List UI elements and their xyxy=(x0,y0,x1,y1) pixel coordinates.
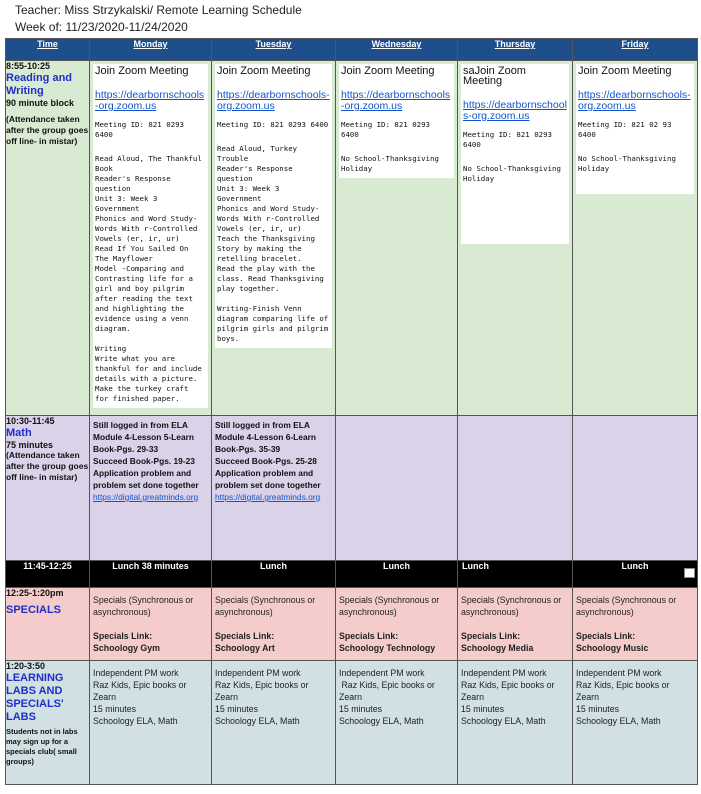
lesson-card xyxy=(576,64,694,194)
meeting-id: Meeting ID: 821 0293 6400 xyxy=(95,120,184,139)
math-time-cell xyxy=(6,416,90,561)
lesson-card xyxy=(339,64,454,178)
specials-link: Schoology Music xyxy=(576,643,649,653)
reading-writing-row xyxy=(6,61,698,416)
reading-writing-monday xyxy=(90,61,212,416)
column-header-monday: Monday xyxy=(90,39,212,61)
labs-subject: LEARNING LABS AND SPECIALS' LABS xyxy=(6,672,64,723)
lunch-friday: Lunch xyxy=(573,561,698,588)
zoom-meeting-label: Join Zoom Meeting xyxy=(578,65,672,77)
greatminds-link[interactable]: https://digital.greatminds.org xyxy=(93,492,199,502)
specials-link-label: Specials Link: xyxy=(339,631,399,641)
labs-tuesday xyxy=(212,661,336,785)
lunch-monday: Lunch 38 minutes xyxy=(90,561,212,588)
math-plan-text: Still logged in from ELA Module 4-Lesson 5-Learn Book-Pgs. 29-33 Succeed Book-Pgs. 19-23 Application problem and problem set done together xyxy=(93,420,199,490)
specials-thursday xyxy=(458,588,573,661)
reading-writing-tuesday xyxy=(212,61,336,416)
zoom-link[interactable]: https://dearbornschools-org.zoom.us xyxy=(217,89,330,112)
specials-friday xyxy=(573,588,698,661)
meeting-id: Meeting ID: 821 02 93 6400 xyxy=(578,120,672,139)
specials-link-label: Specials Link: xyxy=(576,631,636,641)
math-tuesday xyxy=(212,416,336,561)
specials-monday xyxy=(90,588,212,661)
math-time: 10:30-11:45 xyxy=(6,416,55,426)
zoom-meeting-label: Join Zoom Meeting xyxy=(341,65,435,77)
specials-link: Schoology Art xyxy=(215,643,275,653)
zoom-link[interactable]: https://dearbornschools-org.zoom.us xyxy=(463,99,567,122)
specials-link-label: Specials Link: xyxy=(215,631,275,641)
zoom-link[interactable]: https://dearbornschools-org.zoom.us xyxy=(95,89,205,112)
column-header-tuesday: Tuesday xyxy=(212,39,336,61)
column-header-friday: Friday xyxy=(573,39,698,61)
lunch-tuesday: Lunch xyxy=(212,561,336,588)
labs-text: Independent PM work Raz Kids, Epic books or Zearn 15 minutes Schoology ELA, Math xyxy=(339,668,435,726)
reading-writing-time: 8:55-10:25 xyxy=(6,61,51,71)
labs-thursday xyxy=(458,661,573,785)
labs-time-cell xyxy=(6,661,90,785)
lunch-row xyxy=(6,561,698,588)
zoom-link[interactable]: https://dearbornschools-org.zoom.us xyxy=(578,89,691,112)
math-plan-text: Still logged in from ELA Module 4-Lesson 6-Learn Book-Pgs. 35-39 Succeed Book-Pgs. 25-28 Application problem and problem set done together xyxy=(215,420,321,490)
lesson-card xyxy=(461,64,569,244)
zoom-meeting-label: saJoin Zoom Meeting xyxy=(463,65,526,87)
zoom-link[interactable]: https://dearbornschools-org.zoom.us xyxy=(341,89,451,112)
math-duration: 75 minutes xyxy=(6,440,54,450)
specials-tuesday xyxy=(212,588,336,661)
labs-note: Students not in labs may sign up for a specials club( small groups) xyxy=(6,727,78,766)
labs-text: Independent PM work Raz Kids, Epic books or Zearn 15 minutes Schoology ELA, Math xyxy=(461,668,555,726)
lesson-plan-text: No School-Thanksgiving Holiday xyxy=(578,154,681,173)
labs-wednesday xyxy=(336,661,458,785)
reading-writing-friday xyxy=(573,61,698,416)
meeting-id: Meeting ID: 821 0293 6400 xyxy=(341,120,430,139)
lesson-plan-text: Read Aloud, The Thankful Book Reader's Response question Unit 3: Week 3 Government Phonics and Word Study-Words With r-Controlled Vowels (er, ir, ur) Read If You Sailed On The Mayflower Model -Comparing and Contrasting life for a girl and boy pilgrim after reading the text and highlighting the evidence using a venn diagram. Writing Write what you are thankful for and include details with a picture. Make the turkey craft for finished paper. xyxy=(95,154,202,403)
lunch-wednesday: Lunch xyxy=(336,561,458,588)
labs-text: Independent PM work Raz Kids, Epic books or Zearn 15 minutes Schoology ELA, Math xyxy=(215,668,309,726)
math-row xyxy=(6,416,698,561)
specials-type: Specials (Synchronous or asynchronous) xyxy=(576,595,677,617)
lesson-plan-text: No School-Thanksgiving Holiday xyxy=(463,164,566,183)
math-thursday xyxy=(458,416,573,561)
labs-friday xyxy=(573,661,698,785)
specials-link: Schoology Media xyxy=(461,643,534,653)
specials-wednesday xyxy=(336,588,458,661)
reading-writing-duration: 90 minute block xyxy=(6,98,75,108)
checkbox-marker xyxy=(684,568,695,578)
labs-text: Independent PM work Raz Kids, Epic books or Zearn 15 minutes Schoology ELA, Math xyxy=(93,668,187,726)
meeting-id: Meeting ID: 821 0293 6400 xyxy=(463,130,552,149)
reading-writing-subject: Reading and Writing xyxy=(6,72,73,97)
specials-type: Specials (Synchronous or asynchronous) xyxy=(339,595,440,617)
specials-type: Specials (Synchronous or asynchronous) xyxy=(215,595,316,617)
schedule-table xyxy=(5,38,698,785)
math-note: (Attendance taken after the group goes off line- in mistar) xyxy=(6,450,89,482)
lunch-thursday: Lunch xyxy=(458,561,573,588)
specials-link: Schoology Technology xyxy=(339,643,436,653)
math-plan xyxy=(212,416,335,506)
reading-writing-time-cell xyxy=(6,61,90,416)
specials-link-label: Specials Link: xyxy=(461,631,521,641)
lesson-card xyxy=(93,64,208,408)
math-friday xyxy=(573,416,698,561)
specials-row xyxy=(6,588,698,661)
specials-time-cell xyxy=(6,588,90,661)
reading-writing-thursday xyxy=(458,61,573,416)
math-wednesday xyxy=(336,416,458,561)
reading-writing-note: (Attendance taken after the group goes off line- in mistar) xyxy=(6,114,89,146)
week-heading: Week of: 11/23/2020-11/24/2020 xyxy=(15,20,188,34)
labs-text: Independent PM work Raz Kids, Epic books or Zearn 15 minutes Schoology ELA, Math xyxy=(576,668,670,726)
lesson-plan-text: No School-Thanksgiving Holiday xyxy=(341,154,444,173)
math-subject: Math xyxy=(6,427,32,439)
reading-writing-wednesday xyxy=(336,61,458,416)
specials-time: 12:25-1:20pm xyxy=(6,588,64,598)
lesson-card xyxy=(215,64,332,348)
greatminds-link[interactable]: https://digital.greatminds.org xyxy=(215,492,321,502)
lunch-time: 11:45-12:25 xyxy=(6,561,90,588)
specials-type: Specials (Synchronous or asynchronous) xyxy=(461,595,562,617)
column-header-wednesday: Wednesday xyxy=(336,39,458,61)
specials-link-label: Specials Link: xyxy=(93,631,153,641)
zoom-meeting-label: Join Zoom Meeting xyxy=(217,65,311,77)
labs-time: 1:20-3:50 xyxy=(6,661,46,671)
column-header-thursday: Thursday xyxy=(458,39,573,61)
header-row xyxy=(6,39,698,61)
math-plan xyxy=(90,416,211,506)
specials-subject: SPECIALS xyxy=(6,604,62,616)
labs-monday xyxy=(90,661,212,785)
meeting-id: Meeting ID: 821 0293 6400 xyxy=(217,120,329,129)
specials-type: Specials (Synchronous or asynchronous) xyxy=(93,595,194,617)
teacher-heading: Teacher: Miss Strzykalski/ Remote Learning Schedule xyxy=(15,3,302,17)
lesson-plan-text: Read Aloud, Turkey Trouble Reader's Response question Unit 3: Week 3 Government Phonics and Word Study-Words With r-Controlled Vowels (er, ir, ur) Teach the Thanksgiving Story by making the retelling bracelet. Read the play with the class. Read Thanksgiving play together. Writing-Finish Venn diagram comparing life of pilgrim girls and pilgrim boys. xyxy=(217,144,329,343)
zoom-meeting-label: Join Zoom Meeting xyxy=(95,65,189,77)
math-monday xyxy=(90,416,212,561)
labs-row xyxy=(6,661,698,785)
specials-link: Schoology Gym xyxy=(93,643,160,653)
column-header-time: Time xyxy=(6,39,90,61)
